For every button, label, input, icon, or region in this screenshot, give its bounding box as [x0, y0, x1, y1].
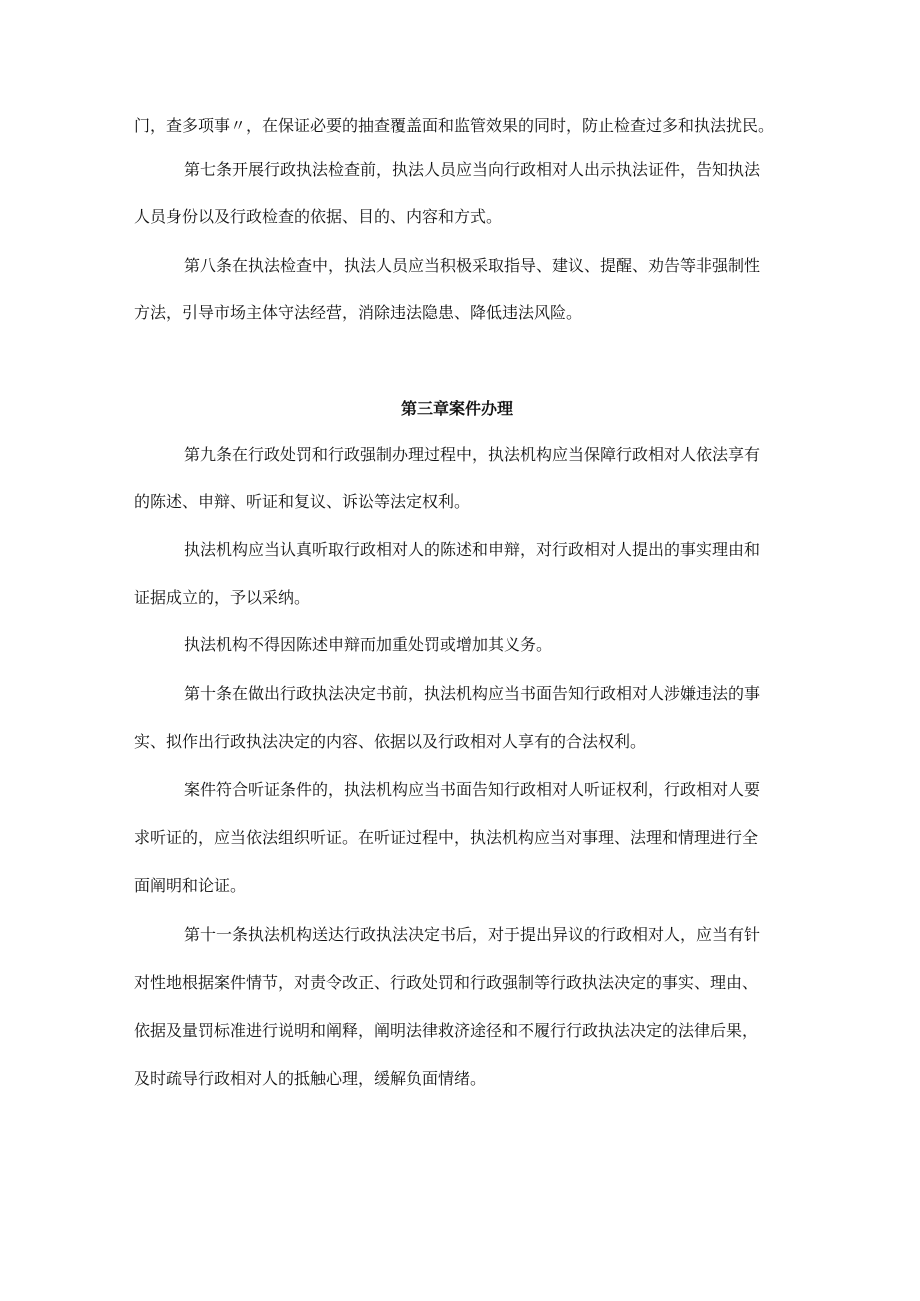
paragraph-line: 案件符合听证条件的，执法机构应当书面告知行政相对人听证权利，行政相对人要 — [184, 780, 761, 799]
paragraph-line: 人员身份以及行政检查的依据、目的、内容和方式。 — [134, 207, 503, 226]
paragraph-line: 第十条在做出行政执法决定书前，执法机构应当书面告知行政相对人涉嫌违法的事 — [184, 684, 761, 703]
paragraph-line: 对性地根据案件情节，对责令改正、行政处罚和行政强制等行政执法决定的事实、理由、 — [134, 973, 759, 992]
paragraph-line: 依据及量罚标准进行说明和阐释，阐明法律救济途径和不履行行政执法决定的法律后果， — [134, 1021, 759, 1040]
paragraph-line: 的陈述、申辩、听证和复议、诉讼等法定权利。 — [134, 492, 471, 511]
paragraph-line: 第十一条执法机构送达行政执法决定书后，对于提出异议的行政相对人，应当有针 — [184, 925, 761, 944]
paragraph-line: 方法，引导市场主体守法经营，消除违法隐患、降低违法风险。 — [134, 303, 583, 322]
paragraph-line: 执法机构应当认真听取行政相对人的陈述和申辩，对行政相对人提出的事实理由和 — [184, 540, 761, 559]
paragraph-line: 求听证的，应当依法组织听证。在听证过程中，执法机构应当对事理、法理和情理进行全 — [134, 828, 759, 847]
chapter-heading: 第三章案件办理 — [401, 399, 514, 418]
paragraph-line: 第七条开展行政执法检查前，执法人员应当向行政相对人出示执法证件，告知执法 — [184, 160, 761, 179]
paragraph-line: 实、拟作出行政执法决定的内容、依据以及行政相对人享有的合法权利。 — [134, 732, 647, 751]
paragraph-line: 证据成立的，予以采纳。 — [134, 588, 311, 607]
paragraph-line: 及时疏导行政相对人的抵触心理，缓解负面情绪。 — [134, 1069, 487, 1088]
paragraph-line: 第九条在行政处罚和行政强制办理过程中，执法机构应当保障行政相对人依法享有 — [184, 445, 761, 464]
paragraph-line: 门，查多项事〃，在保证必要的抽查覆盖面和监管效果的同时，防止检查过多和执法扰民。 — [134, 116, 775, 135]
paragraph-line: 执法机构不得因陈述申辩而加重处罚或增加其义务。 — [184, 635, 553, 654]
paragraph-line: 第八条在执法检查中，执法人员应当积极采取指导、建议、提醒、劝告等非强制性 — [184, 256, 761, 275]
paragraph-line: 面阐明和论证。 — [134, 876, 247, 895]
